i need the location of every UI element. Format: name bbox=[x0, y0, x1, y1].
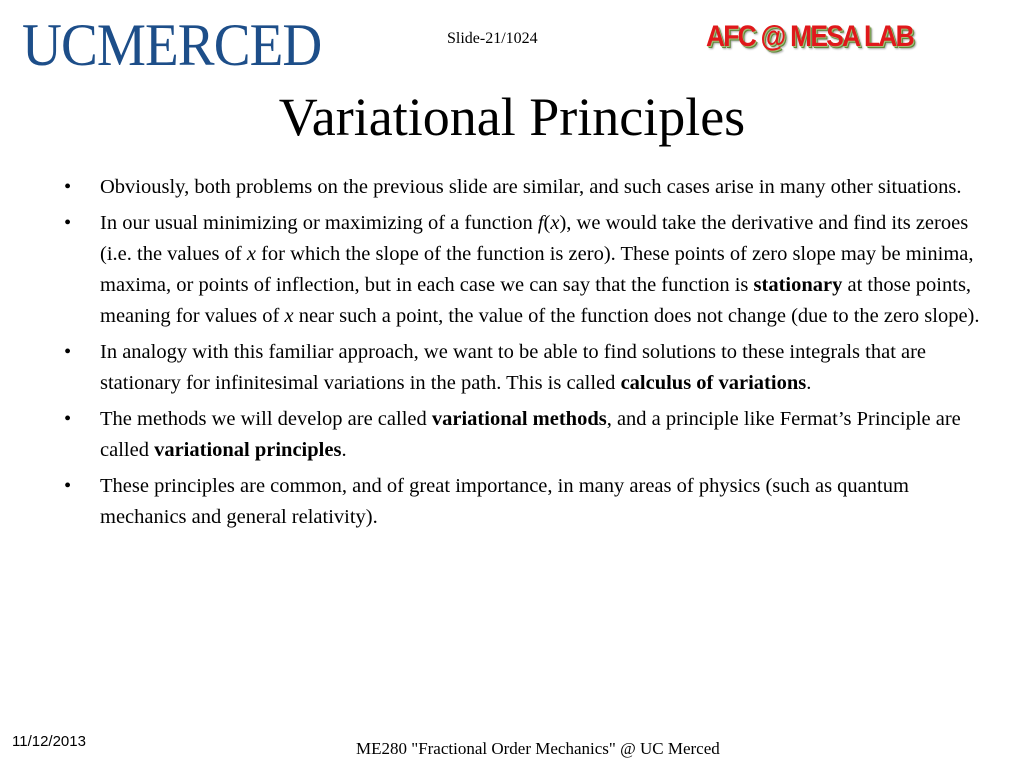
bullet-text: near such a point, the value of the function does not change (due to the zero slope). bbox=[293, 305, 980, 327]
bullet-text: . bbox=[806, 372, 812, 394]
math-variable: x bbox=[246, 243, 256, 265]
bullet-text: These principles are common, and of great importance, in many areas of physics (such as quantum mechanics and general relativity). bbox=[100, 475, 909, 528]
bullet-text: . bbox=[341, 439, 347, 461]
bullet-text: , and a principle like Fermat’s Principle are called bbox=[100, 408, 961, 461]
bullet-item bbox=[64, 471, 980, 533]
bullet-text: ( bbox=[543, 212, 551, 234]
bullet-text: In analogy with this familiar approach, we want to be able to find solutions to these integrals that are stationary for infinitesimal variations in the path. This is called bbox=[100, 341, 927, 394]
bullet-item bbox=[64, 337, 980, 399]
bullet-text: Obviously, both problems on the previous slide are similar, and such cases arise in many other situations. bbox=[100, 176, 962, 198]
bullet-marker: • bbox=[64, 176, 72, 198]
bullet-marker: • bbox=[64, 475, 72, 497]
bullet-item bbox=[64, 172, 980, 203]
slide-title: Variational Principles bbox=[278, 87, 746, 147]
bullet-text: at those points, meaning for values of bbox=[100, 274, 972, 327]
math-variable: x bbox=[284, 305, 294, 327]
key-term: stationary bbox=[753, 274, 843, 296]
bullet-marker: • bbox=[64, 212, 72, 234]
footer-date: 11/12/2013 bbox=[12, 733, 86, 750]
bullet-text: ), we would take the derivative and find its zeroes (i.e. the values of bbox=[100, 212, 969, 265]
footer-course: ME280 "Fractional Order Mechanics" @ UC Merced bbox=[356, 739, 720, 758]
bullet-marker: • bbox=[64, 408, 72, 430]
bullet-item bbox=[64, 208, 980, 332]
bullet-text: In our usual minimizing or maximizing of a function bbox=[100, 212, 538, 234]
bullet-item bbox=[64, 404, 980, 466]
key-term: calculus of variations bbox=[620, 372, 807, 394]
key-term: variational principles bbox=[154, 439, 342, 461]
bullet-text: for which the slope of the function is zero). These points of zero slope may be minima, maxima, or points of inflection, but in each case we can say that the function is bbox=[100, 243, 974, 296]
afc-mesa-lab-logo: AFC @ MESA LAB bbox=[706, 20, 913, 53]
math-variable: f bbox=[537, 212, 544, 234]
bullet-list bbox=[64, 172, 980, 538]
bullet-text: The methods we will develop are called bbox=[100, 408, 432, 430]
key-term: variational methods bbox=[431, 408, 607, 430]
bullet-marker: • bbox=[64, 341, 72, 363]
math-variable: x bbox=[550, 212, 560, 234]
uc-merced-logo: UCMERCED bbox=[22, 12, 322, 78]
slide-number: Slide-21/1024 bbox=[447, 30, 538, 47]
